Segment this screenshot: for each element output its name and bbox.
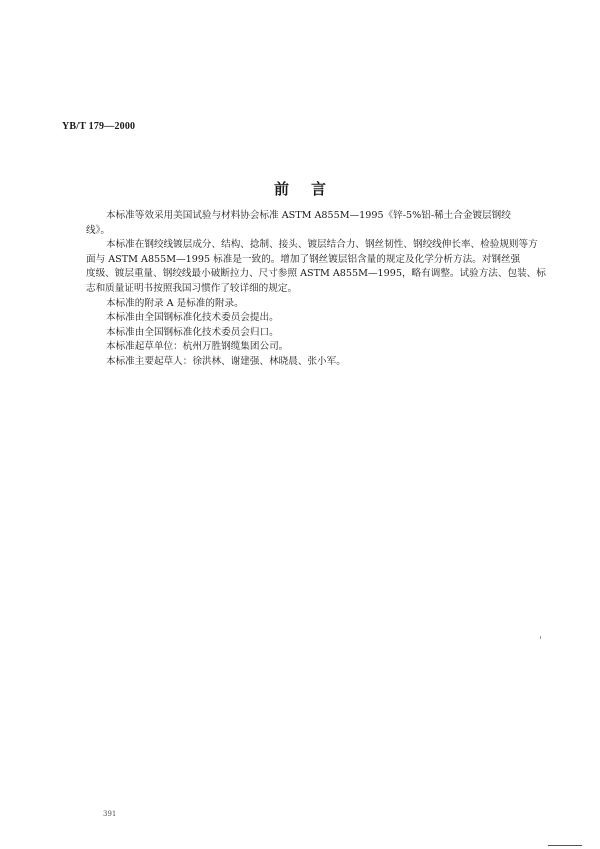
paragraph-drafters: 本标准主要起草人：徐洪林、谢建强、林晓晨、张小军。: [106, 355, 346, 367]
page-title: 前言: [273, 180, 348, 198]
text-line: 线》。: [86, 224, 110, 236]
standard-number: YB/T 179—2000: [62, 121, 136, 132]
paragraph-adoption: [86, 209, 526, 238]
text-line: 本标准在钢绞线镀层成分、结构、捻制、接头、镀层结合力、钢丝韧性、钢绞线伸长率、检验规则等方: [106, 239, 538, 251]
text-line: 志和质量证明书按照我国习惯作了较详细的规定。: [86, 282, 298, 294]
footer-rule: [548, 845, 582, 846]
scan-mark: [540, 636, 541, 639]
paragraph-proposed-by: 本标准由全国钢标准化技术委员会提出。: [106, 312, 279, 324]
text-line: 面与 ASTM A855M—1995 标准是一致的。增加了钢丝镀层铝含量的规定及化学分析方法。对钢丝强: [86, 253, 521, 265]
page-number: 391: [103, 810, 117, 818]
text-line: 本标准等效采用美国试验与材料协会标准 ASTM A855M—1995《锌-5%铝-稀土合金镀层钢绞: [106, 210, 511, 221]
paragraph-managed-by: 本标准由全国钢标准化技术委员会归口。: [106, 326, 279, 338]
paragraph-appendix: 本标准的附录 A 是标准的附录。: [106, 297, 244, 309]
paragraph-drafting-unit: 本标准起草单位：杭州万胜钢缆集团公司。: [106, 341, 289, 353]
foreword-body: [86, 209, 546, 370]
text-line: 度级、镀层重量、钢绞线最小破断拉力、尺寸参照 ASTM A855M—1995，略有调整。试验方法、包装、标: [86, 268, 546, 280]
paragraph-differences: [86, 238, 546, 296]
